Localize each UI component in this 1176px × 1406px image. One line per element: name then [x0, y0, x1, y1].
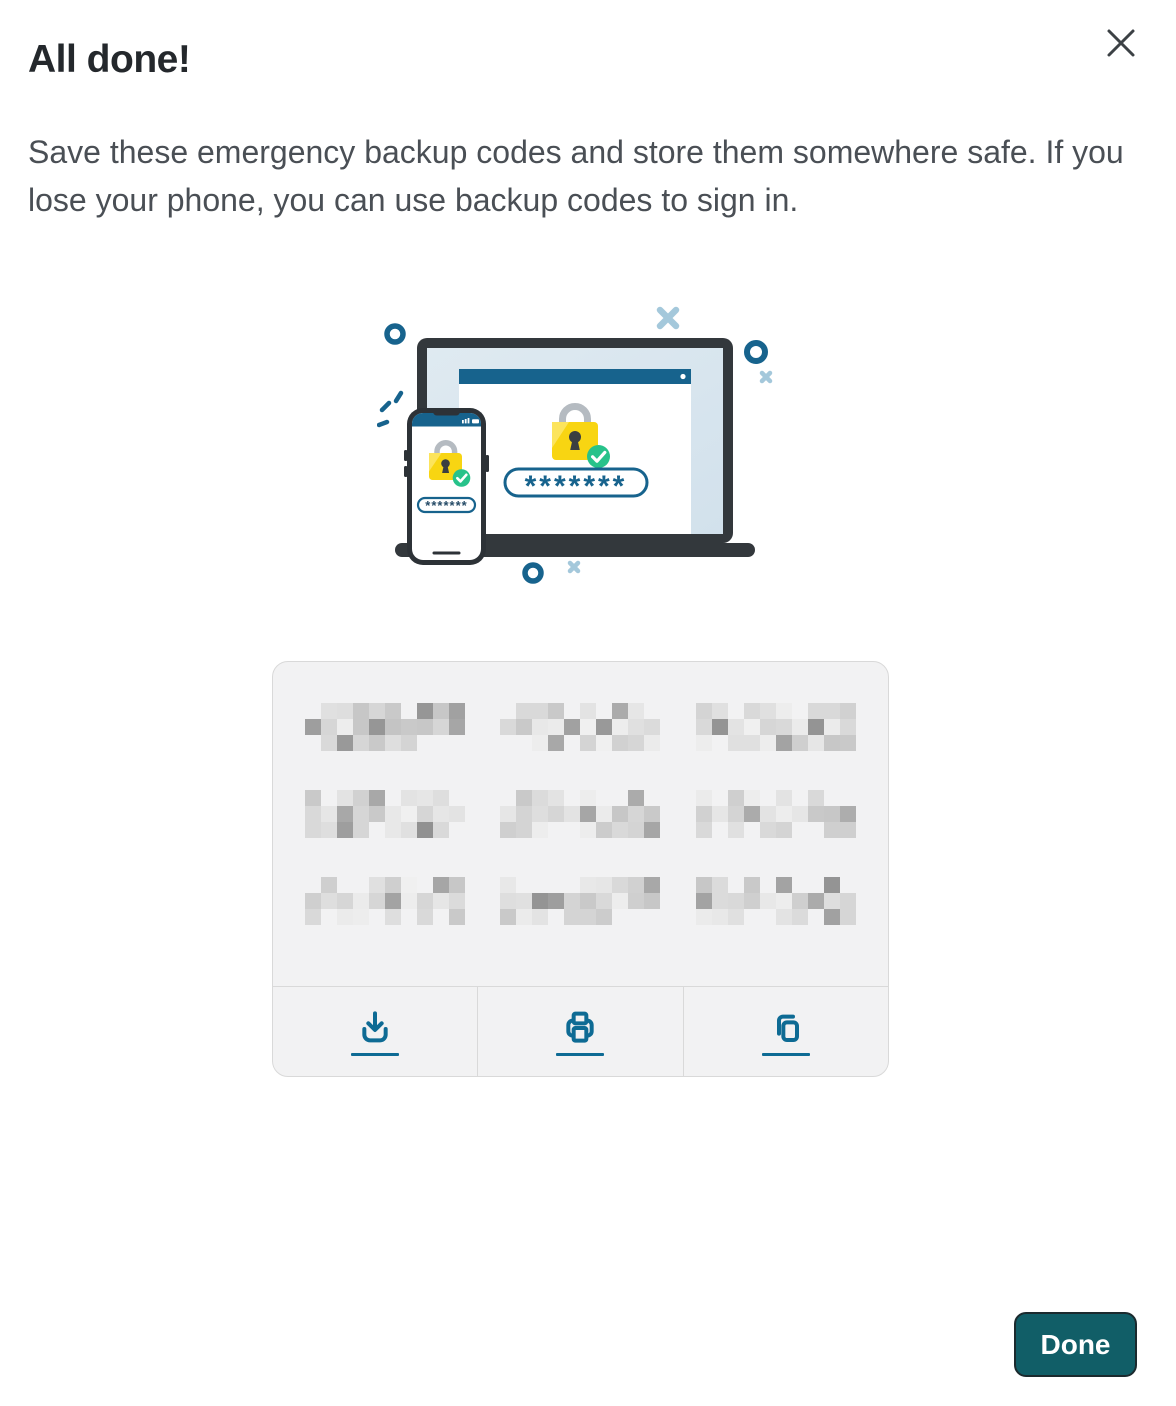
- download-underline: [351, 1053, 399, 1056]
- backup-code-redacted: [500, 703, 660, 751]
- close-icon: [1104, 26, 1138, 60]
- backup-code-redacted: [305, 703, 465, 751]
- dialog-description: Save these emergency backup codes and store them somewhere safe. If you lose your phone, you can use backup codes to sign in.: [28, 134, 1124, 218]
- copy-underline: [762, 1053, 810, 1056]
- download-icon: [355, 1008, 395, 1048]
- phone-password-mask: *******: [425, 498, 468, 513]
- done-button[interactable]: Done: [1014, 1312, 1137, 1377]
- codes-actions-bar: [273, 986, 888, 1076]
- phone-illustration: [404, 408, 489, 565]
- password-field: [505, 469, 647, 503]
- backup-code-redacted: [696, 877, 856, 925]
- download-button[interactable]: [273, 987, 477, 1076]
- backup-code-redacted: [696, 790, 856, 838]
- phone-notch: [433, 408, 460, 416]
- backup-code-redacted: [500, 877, 660, 925]
- backup-code-redacted: [305, 877, 465, 925]
- print-button[interactable]: [477, 987, 682, 1076]
- copy-icon: [766, 1008, 806, 1048]
- backup-code-redacted: [500, 790, 660, 838]
- backup-codes-card: [272, 661, 889, 1077]
- page-title: All done!: [28, 38, 191, 81]
- backup-code-redacted: [305, 790, 465, 838]
- secured-devices-illustration: [377, 302, 781, 586]
- print-icon: [560, 1008, 600, 1048]
- phone-password-field: [418, 498, 475, 513]
- backup-codes-grid: [273, 662, 888, 986]
- phone-check-icon: [453, 469, 471, 487]
- backup-code-redacted: [696, 703, 856, 751]
- phone-home-indicator: [433, 552, 461, 555]
- copy-button[interactable]: [683, 987, 888, 1076]
- spark-lines-icon: [379, 393, 401, 425]
- check-icon: [587, 445, 610, 468]
- print-underline: [556, 1053, 604, 1056]
- password-mask: *******: [524, 470, 628, 503]
- close-button[interactable]: [1098, 20, 1144, 66]
